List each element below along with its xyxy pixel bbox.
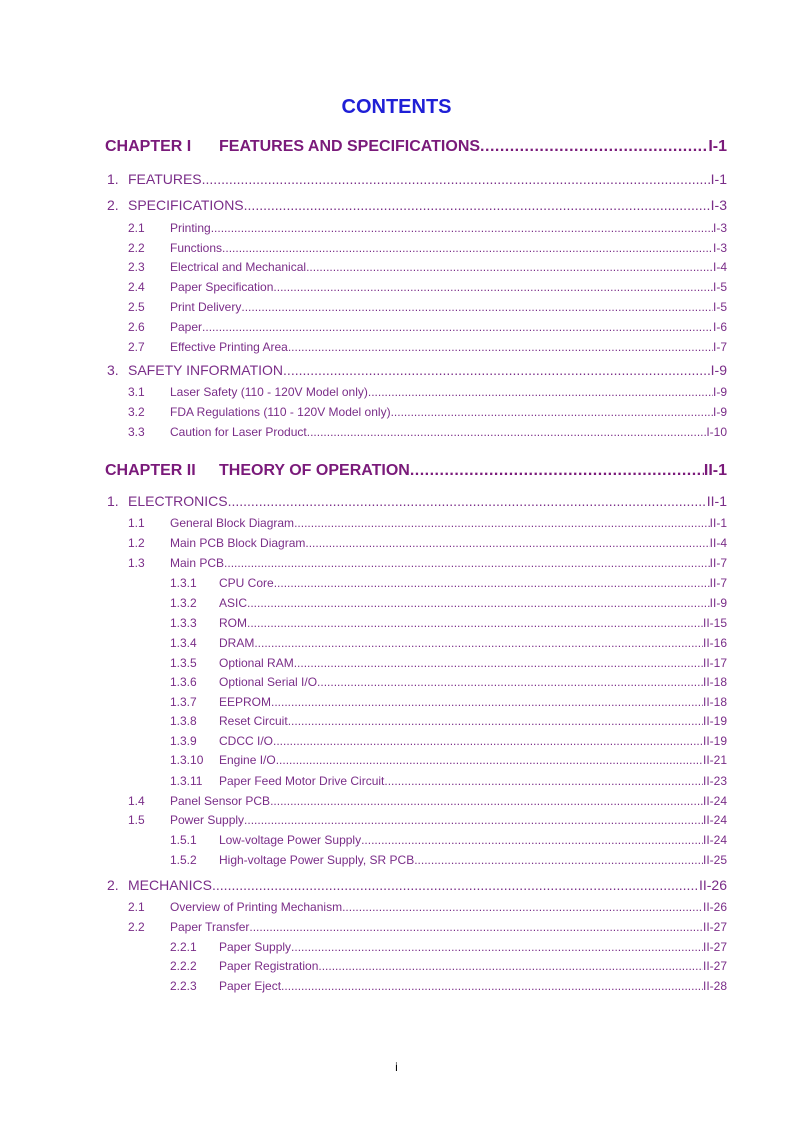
dot-leader [273,734,703,748]
toc-entry-title: Paper [170,320,203,334]
toc-entry-page: I-3 [712,221,727,235]
toc-entry-subsection[interactable] [128,300,727,314]
toc-entry-page: II-23 [702,774,727,788]
toc-entry-chapter[interactable] [105,462,727,480]
toc-entry-number: 1.3.3 [170,616,197,630]
toc-entry-number: 1.3.10 [170,753,204,767]
toc-entry-subsection[interactable] [128,920,727,934]
toc-entry-page: II-27 [702,920,727,934]
toc-entry-page: I-10 [706,425,727,439]
toc-entry-page: II-19 [702,734,727,748]
toc-entry-page: II-7 [709,576,727,590]
toc-entry-page: I-1 [710,171,727,187]
toc-entry-subsubsection[interactable] [170,853,727,867]
toc-entry-title: Reset Circuit [219,714,288,728]
toc-entry-subsubsection[interactable] [170,656,727,670]
toc-entry-page: II-15 [702,616,727,630]
toc-entry-title: Print Delivery [170,300,242,314]
toc-entry-subsection[interactable] [128,260,727,274]
dot-leader [222,241,713,255]
toc-entry-page: I-5 [712,300,727,314]
toc-entry-title: Laser Safety (110 - 120V Model only) [170,385,368,399]
toc-entry-title: SPECIFICATIONS [128,197,244,213]
dot-leader [306,260,713,274]
toc-entry-page: II-27 [702,940,727,954]
toc-entry-title: Main PCB [170,556,225,570]
toc-entry-subsubsection[interactable] [170,979,727,993]
toc-entry-page: II-27 [702,959,727,973]
toc-entry-number: 1.3.8 [170,714,197,728]
toc-entry-subsubsection[interactable] [170,616,727,630]
toc-entry-number: 1.3.9 [170,734,197,748]
toc-entry-section[interactable] [107,362,727,378]
toc-entry-page: II-26 [702,900,727,914]
toc-entry-page: II-17 [702,656,727,670]
toc-entry-subsubsection[interactable] [170,959,727,973]
toc-entry-page: II-18 [702,675,727,689]
toc-entry-subsubsection[interactable] [170,734,727,748]
toc-entry-page: I-1 [708,138,727,155]
toc-entry-title: Engine I/O [219,753,276,767]
toc-entry-number: 2.7 [128,340,145,354]
toc-entry-subsubsection[interactable] [170,695,727,709]
toc-entry-title: General Block Diagram [170,516,295,530]
toc-entry-page: I-9 [712,405,727,419]
toc-entry-page: II-1 [709,516,727,530]
toc-entry-page: II-24 [702,833,727,847]
dot-leader [307,425,707,439]
toc-entry-title: MECHANICS [128,877,213,893]
toc-entry-title: Low-voltage Power Supply [219,833,362,847]
dot-leader [342,900,703,914]
toc-entry-page: II-24 [702,813,727,827]
dot-leader [361,833,703,847]
toc-entry-title: EEPROM [219,695,272,709]
dot-leader [244,197,711,213]
toc-entry-subsection[interactable] [128,320,727,334]
toc-entry-page: II-16 [702,636,727,650]
toc-entry-title: SAFETY INFORMATION [128,362,284,378]
toc-entry-page: I-6 [712,320,727,334]
toc-entry-page: II-1 [706,493,727,509]
dot-leader [202,171,711,187]
toc-entry-number: 1.1 [128,516,145,530]
dot-leader [305,536,709,550]
dot-leader [270,794,703,808]
toc-entry-title: FEATURES AND SPECIFICATIONS [219,138,481,155]
toc-entry-page: I-7 [712,340,727,354]
toc-entry-page: I-5 [712,280,727,294]
toc-entry-number: 1.3.6 [170,675,197,689]
toc-entry-title: CPU Core [219,576,274,590]
dot-leader [294,656,703,670]
toc-entry-number: 2.1 [128,221,145,235]
toc-entry-title: ROM [219,616,247,630]
toc-entry-page: II-28 [702,979,727,993]
dot-leader [281,979,703,993]
toc-entry-number: 1.5.2 [170,853,197,867]
dot-leader [224,556,710,570]
toc-entry-subsection[interactable] [128,516,727,530]
toc-entry-title: Functions [170,241,223,255]
toc-entry-title: Paper Registration [219,959,319,973]
toc-entry-number: 3. [107,362,119,378]
dot-leader [254,636,703,650]
toc-entry-title: Effective Printing Area [170,340,288,354]
toc-entry-title: Paper Specification [170,280,274,294]
toc-entry-page: II-4 [709,536,727,550]
toc-entry-number: 1. [107,493,119,509]
dot-leader [317,675,703,689]
toc-entry-number: 2.2 [128,920,145,934]
dot-leader [294,516,710,530]
toc-entry-title: ASIC [219,596,248,610]
dot-leader [391,405,713,419]
toc-entry-subsubsection[interactable] [170,576,727,590]
toc-entry-number: 1.5 [128,813,145,827]
toc-entry-title: FEATURES [128,171,202,187]
toc-entry-title: Optional Serial I/O [219,675,318,689]
toc-entry-number: 2. [107,877,119,893]
dot-leader [241,300,713,314]
dot-leader [228,493,707,509]
toc-entry-subsection[interactable] [128,385,727,399]
toc-entry-number: 3.3 [128,425,145,439]
page-number: i [395,1060,398,1074]
toc-entry-page: II-7 [709,556,727,570]
toc-entry-subsubsection[interactable] [170,833,727,847]
toc-entry-title: Panel Sensor PCB [170,794,271,808]
dot-leader [247,616,703,630]
toc-entry-title: THEORY OF OPERATION [219,462,410,479]
toc-entry-number: 1.3.5 [170,656,197,670]
toc-entry-number: 2.2.1 [170,940,197,954]
toc-entry-subsubsection[interactable] [170,774,727,788]
toc-entry-section[interactable] [107,171,727,187]
dot-leader [414,853,703,867]
toc-entry-title: Overview of Printing Mechanism [170,900,343,914]
dot-leader [211,221,713,235]
toc-entry-subsection[interactable] [128,556,727,570]
toc-entry-title: FDA Regulations (110 - 120V Model only) [170,405,391,419]
toc-entry-subsubsection[interactable] [170,714,727,728]
toc-entry-subsection[interactable] [128,340,727,354]
dot-leader [288,340,713,354]
dot-leader [276,753,703,767]
toc-entry-number: 2.2.3 [170,979,197,993]
toc-entry-title: Paper Eject [219,979,282,993]
toc-entry-title: Paper Supply [219,940,292,954]
dot-leader [288,714,703,728]
toc-entry-subsection[interactable] [128,405,727,419]
toc-entry-subsection[interactable] [128,536,727,550]
toc-entry-number: 2.2 [128,241,145,255]
toc-entry-page: II-25 [702,853,727,867]
toc-entry-number: 1.3.1 [170,576,197,590]
toc-entry-subsection[interactable] [128,794,727,808]
toc-entry-title: Paper Transfer [170,920,250,934]
toc-entry-number: 3.2 [128,405,145,419]
toc-entry-section[interactable] [107,197,727,213]
toc-entry-number: 1.3.7 [170,695,197,709]
toc-entry-page: I-9 [712,385,727,399]
toc-entry-number: CHAPTER I [105,138,192,155]
toc-entry-chapter[interactable] [105,138,727,156]
toc-entry-page: I-9 [710,362,727,378]
toc-entry-number: 2. [107,197,119,213]
toc-entry-subsubsection[interactable] [170,596,727,610]
dot-leader [247,596,710,610]
dot-leader [410,462,704,480]
dot-leader [249,920,703,934]
toc-entry-section[interactable] [107,493,727,509]
dot-leader [271,695,703,709]
toc-entry-number: 1.3.2 [170,596,197,610]
toc-entry-subsection[interactable] [128,425,727,439]
toc-entry-number: 2.4 [128,280,145,294]
toc-entry-number: 1.3.4 [170,636,197,650]
dot-leader [480,138,708,156]
toc-entry-title: Power Supply [170,813,245,827]
toc-entry-number: 2.2.2 [170,959,197,973]
toc-entry-page: I-3 [710,197,727,213]
toc-entry-title: CDCC I/O [219,734,273,748]
toc-entry-title: Electrical and Mechanical [170,260,307,274]
toc-entry-page: II-18 [702,695,727,709]
dot-leader [318,959,703,973]
dot-leader [283,362,711,378]
toc-entry-section[interactable] [107,877,727,893]
dot-leader [274,576,710,590]
toc-entry-subsubsection[interactable] [170,753,727,767]
toc-entry-number: 1.2 [128,536,145,550]
dot-leader [212,877,699,893]
toc-entry-number: 1. [107,171,119,187]
toc-entry-page: II-19 [702,714,727,728]
toc-entry-number: 1.3 [128,556,145,570]
page-title: CONTENTS [341,96,452,118]
toc-entry-title: DRAM [219,636,255,650]
toc-entry-title: Main PCB Block Diagram [170,536,306,550]
toc-entry-number: 1.5.1 [170,833,197,847]
toc-entry-title: Optional RAM [219,656,294,670]
toc-entry-page: II-24 [702,794,727,808]
toc-entry-title: Paper Feed Motor Drive Circuit [219,774,385,788]
toc-entry-subsection[interactable] [128,813,727,827]
toc-entry-title: ELECTRONICS [128,493,228,509]
dot-leader [368,385,713,399]
toc-entry-subsection[interactable] [128,900,727,914]
toc-entry-page: II-9 [709,596,727,610]
toc-entry-number: 2.6 [128,320,145,334]
toc-entry-page: II-26 [698,877,727,893]
toc-entry-page: II-21 [702,753,727,767]
toc-entry-page: II-1 [703,462,727,479]
toc-entry-page: I-4 [712,260,727,274]
toc-entry-subsubsection[interactable] [170,675,727,689]
dot-leader [291,940,703,954]
dot-leader [202,320,713,334]
toc-entry-subsubsection[interactable] [170,940,727,954]
toc-entry-number: 1.4 [128,794,145,808]
toc-entry-subsection[interactable] [128,221,727,235]
toc-entry-number: 2.5 [128,300,145,314]
dot-leader [273,280,713,294]
dot-leader [384,774,703,788]
toc-entry-number: 3.1 [128,385,145,399]
dot-leader [244,813,703,827]
toc-entry-subsection[interactable] [128,280,727,294]
toc-entry-number: CHAPTER II [105,462,196,479]
toc-entry-number: 2.3 [128,260,145,274]
toc-entry-subsection[interactable] [128,241,727,255]
toc-entry-subsubsection[interactable] [170,636,727,650]
toc-entry-title: Printing [170,221,211,235]
toc-entry-title: Caution for Laser Product [170,425,307,439]
toc-entry-number: 1.3.11 [170,774,203,788]
toc-entry-page: I-3 [712,241,727,255]
toc-entry-number: 2.1 [128,900,145,914]
toc-entry-title: High-voltage Power Supply, SR PCB [219,853,415,867]
